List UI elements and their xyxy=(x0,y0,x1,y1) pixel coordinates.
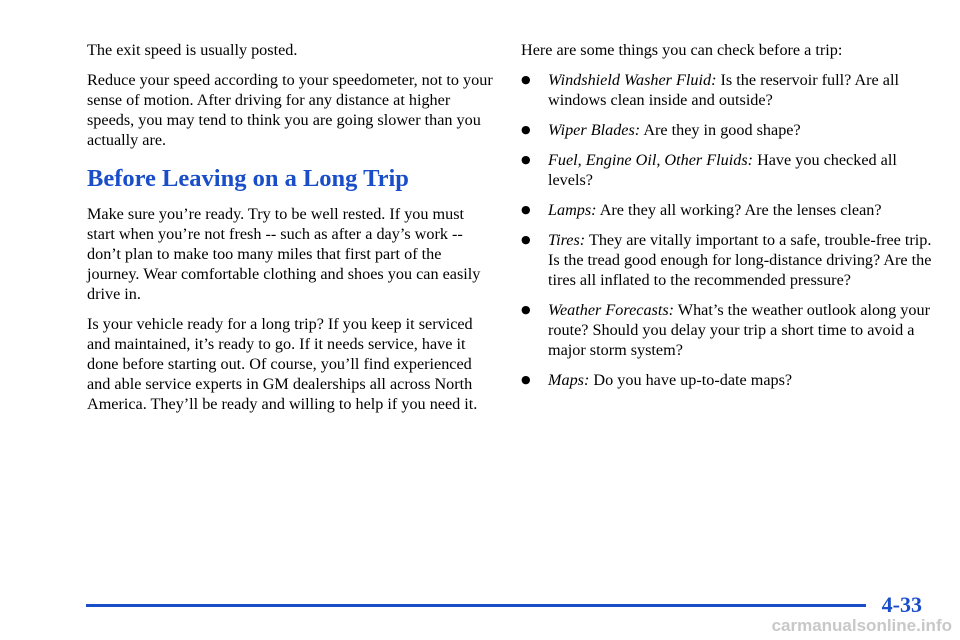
bullet-icon: ● xyxy=(521,123,531,136)
bullet-icon: ● xyxy=(521,73,531,86)
list-item xyxy=(521,370,933,390)
page-number: 4-33 xyxy=(881,592,922,617)
item-text: Have you checked all levels? xyxy=(548,151,897,189)
item-text: Do you have up-to-date maps? xyxy=(589,371,793,389)
bullet-icon: ● xyxy=(521,373,531,386)
bullet-icon: ● xyxy=(521,303,531,316)
item-term: Weather Forecasts: xyxy=(548,301,675,319)
item-text: They are vitally important to a safe, trouble-free trip. Is the tread good enough for long-distance driving? Are the tires all inflated to the recommended pressure? xyxy=(548,231,932,289)
item-text: Are they all working? Are the lenses clean? xyxy=(596,201,882,219)
left-column xyxy=(87,40,495,424)
list-item xyxy=(521,150,933,190)
bullet-icon: ● xyxy=(521,203,531,216)
bullet-icon: ● xyxy=(521,153,531,166)
item-text: Is the reservoir full? Are all windows clean inside and outside? xyxy=(548,71,899,109)
checklist-intro: Here are some things you can check before a trip: xyxy=(521,41,843,59)
watermark: carmanualsonline.info xyxy=(771,616,952,635)
bullet-icon: ● xyxy=(521,233,531,246)
item-text: Are they in good shape? xyxy=(640,121,801,139)
item-term: Tires: xyxy=(548,231,586,249)
item-term: Lamps: xyxy=(548,201,597,219)
list-item xyxy=(521,120,933,140)
right-column xyxy=(521,40,933,400)
list-item xyxy=(521,230,933,290)
footer-divider xyxy=(86,604,866,607)
item-term: Fuel, Engine Oil, Other Fluids: xyxy=(548,151,754,169)
list-item xyxy=(521,70,933,110)
list-item xyxy=(521,300,933,360)
section-heading: Before Leaving on a Long Trip xyxy=(87,165,409,192)
exit-speed-paragraph: The exit speed is usually posted. xyxy=(87,41,298,59)
list-item xyxy=(521,200,933,220)
speed-reduction-paragraph: Reduce your speed according to your speedometer, not to your sense of motion. After driving for any distance at higher speeds, you may tend to think you are going slower than you actually are. xyxy=(87,71,493,149)
vehicle-ready-paragraph: Is your vehicle ready for a long trip? If you keep it serviced and maintained, it’s ready to go. If it needs service, have it done before starting out. Of course, you’ll find experienced and able service experts in GM dealerships all across North America. They’ll be ready and willing to help if you need it. xyxy=(87,315,478,413)
item-term: Windshield Washer Fluid: xyxy=(548,71,717,89)
item-term: Maps: xyxy=(548,371,590,389)
item-term: Wiper Blades: xyxy=(548,121,641,139)
trip-checklist xyxy=(521,70,933,390)
item-text: What’s the weather outlook along your route? Should you delay your trip a short time to avoid a major storm system? xyxy=(548,301,930,359)
readiness-paragraph: Make sure you’re ready. Try to be well rested. If you must start when you’re not fresh -- such as after a day’s work -- don’t plan to make too many miles that first part of the journey. Wear comfortable clothing and shoes you can easily drive in. xyxy=(87,205,481,303)
